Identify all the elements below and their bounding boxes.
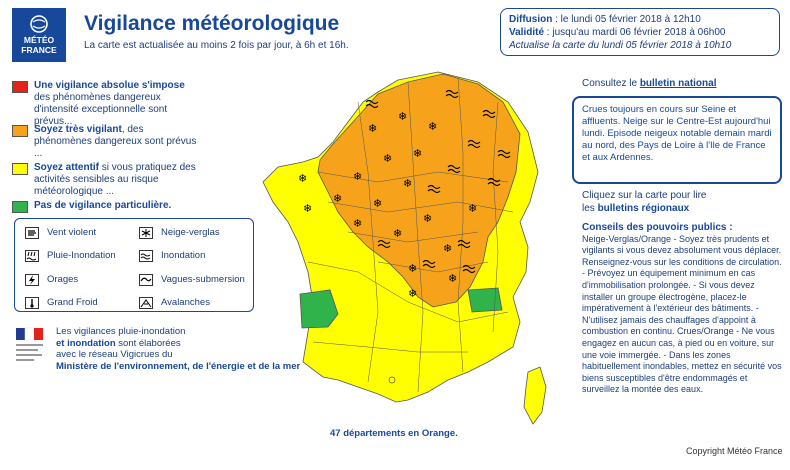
legend-red-text: des phénomènes dangereux d'intensité exceptionnelle sont prévus... xyxy=(34,92,168,127)
snowflake-icon: ❄ xyxy=(403,177,413,190)
logo-line-2: FRANCE xyxy=(21,45,57,55)
page-title: Vigilance météorologique xyxy=(84,12,340,35)
snowflake-icon: ❄ xyxy=(408,287,418,300)
phenomena-legend-box: Vent violent Neige-verglas Pluie-Inondation Inondation Orages Vagues-submersion Grand Froid Avalanches xyxy=(14,218,254,312)
snowflake-icon: ❄ xyxy=(298,172,308,185)
logo-line-1: MÉTÉO xyxy=(23,35,55,45)
advice-text: Neige-Verglas/Orange - Soyez très prudents et vigilants si vous devez absolument vous déplacer. Renseignez-vous sur les conditions de circulation. - Prévoyez un équipement minimum en cas d'immobilisation prolongée. - Si vous devez installer un groupe électrogène, placez-le impérativement à l'extérieur des bâtiments. - N'utilisez jamais des chauffages d'appoint à combustion en continu. Crues/Orange - Ne vous engagez en aucun cas, à pied ou en voiture, sur une voie immergée. - Dans les zones habituellement inondables, mettez en sécurité vos biens susceptibles d'être endommagés et surveillez la montée des eaux. xyxy=(582,233,782,395)
thermometer-icon xyxy=(25,297,39,309)
avalanche-icon xyxy=(139,297,153,309)
rain-flood-icon xyxy=(25,250,39,262)
diffusion-info-box xyxy=(500,8,780,56)
national-bulletin-link[interactable]: bulletin national xyxy=(639,78,717,89)
public-advice xyxy=(582,222,782,396)
snowflake-icon: ❄ xyxy=(448,272,458,285)
corsica[interactable] xyxy=(524,367,546,424)
legend-yellow-title: Soyez attentif xyxy=(34,162,100,173)
national-bulletin: Consultez le bulletin national xyxy=(582,78,717,89)
validity-line: Validité : jusqu'au mardi 06 février 2018 à 06h00 xyxy=(509,27,726,38)
snowflake-icon: ❄ xyxy=(333,192,343,205)
globe-icon xyxy=(29,14,49,34)
snowflake-icon: ❄ xyxy=(408,262,418,275)
snowflake-icon: ❄ xyxy=(423,212,433,225)
legend-orange-text: , des phénomènes dangereux sont prévus ... xyxy=(34,124,197,159)
legend-yellow-text: si vous pratiquez des activités sensibles au risque météorologique ... xyxy=(34,162,196,197)
situation-summary-box: Crues toujours en cours sur Seine et affluents. Neige sur le Centre-Est aujourd'hui lundi. Episode neigeux notable demain mardi au nord, des Pays de Loire à l'Ile de France et aux Ardennes. xyxy=(572,96,782,184)
vigicrues-note: Les vigilances pluie-inondation et inondation sont élaborées avec le réseau Vigicrues du Ministère de l'environnement, de l'énergie et de la mer xyxy=(56,326,306,372)
legend-green-title: Pas de vigilance particulière. xyxy=(34,200,172,211)
snowflake-icon xyxy=(139,227,153,239)
orange-swatch xyxy=(12,125,28,137)
snowflake-icon: ❄ xyxy=(443,242,453,255)
ministry-link[interactable]: Ministère de l'environnement, de l'énergie et de la mer xyxy=(56,360,301,372)
snowflake-icon: ❄ xyxy=(368,122,378,135)
yellow-swatch xyxy=(12,163,28,175)
green-department-east[interactable] xyxy=(468,288,502,312)
snowflake-icon: ❄ xyxy=(383,152,393,165)
snowflake-icon: ❄ xyxy=(393,227,403,240)
diffusion-line: Diffusion : le lundi 05 février 2018 à 12h10 xyxy=(509,14,701,25)
snowflake-icon: ❄ xyxy=(353,217,363,230)
regional-bulletins: Cliquez sur la carte pour lire les bulletins régionaux xyxy=(582,190,707,214)
snowflake-icon: ❄ xyxy=(398,110,408,123)
green-swatch xyxy=(12,201,28,213)
meteo-france-logo[interactable] xyxy=(12,8,66,62)
legend-orange-title: Soyez très vigilant xyxy=(34,124,122,135)
orange-department-count: 47 départements en Orange. xyxy=(330,428,458,439)
waves-icon xyxy=(139,274,153,286)
regional-bulletins-link[interactable]: bulletins régionaux xyxy=(597,202,690,214)
page-subtitle: La carte est actualisée au moins 2 fois par jour, à 6h et 16h. xyxy=(84,40,349,51)
france-vigilance-map[interactable] xyxy=(258,62,558,432)
legend-red-title: Une vigilance absolue s'impose xyxy=(34,80,185,91)
copyright: Copyright Météo France xyxy=(686,446,783,456)
islet xyxy=(389,377,395,383)
flood-icon xyxy=(139,250,153,262)
snowflake-icon: ❄ xyxy=(428,120,438,133)
red-swatch xyxy=(12,81,28,93)
snowflake-icon: ❄ xyxy=(373,197,383,210)
snowflake-icon: ❄ xyxy=(468,202,478,215)
snowflake-icon: ❄ xyxy=(353,170,363,183)
wind-icon xyxy=(25,227,39,239)
advice-title: Conseils des pouvoirs publics : xyxy=(582,222,733,233)
refresh-map-link[interactable]: Actualise la carte du lundi 05 février 2018 à 10h10 xyxy=(509,40,732,51)
snowflake-icon: ❄ xyxy=(303,202,313,215)
ministry-logo xyxy=(14,326,48,366)
snowflake-icon: ❄ xyxy=(413,147,423,160)
lightning-icon xyxy=(25,274,39,286)
